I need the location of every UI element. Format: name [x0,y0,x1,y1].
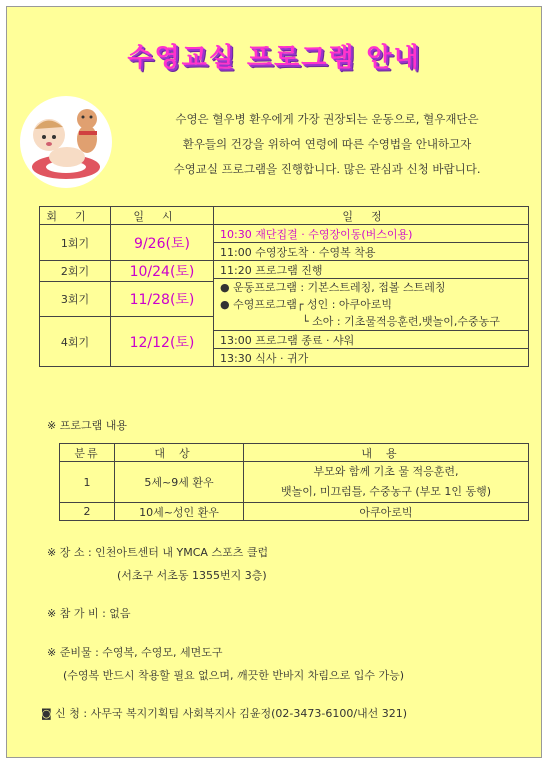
session-label: 4회기 [40,317,111,367]
baby-swimmer-illustration [17,87,115,191]
items-needed-label: ※ 준비물 : [47,646,99,659]
program-no: 2 [60,503,115,521]
schedule-program-cell [214,279,529,331]
place-value: 인천아트센터 내 YMCA 스포츠 클럽 [95,546,269,559]
schedule-item: 11:20 프로그램 진행 [214,261,529,279]
header-date: 일시 [111,207,214,225]
session-date: 11/28(토) [111,282,214,317]
intro-line: 수영은 혈우병 환우에게 가장 권장되는 운동으로, 혈우재단은 [175,112,479,126]
intro-line: 수영교실 프로그램을 진행합니다. 많은 관심과 신청 바랍니다. [173,162,481,176]
apply-value: 사무국 복지기획팀 사회복지사 김윤정(02-3473-6100/내선 321) [90,707,408,720]
fee-label: ※ 참 가 비 : [47,607,106,620]
intro-text [117,107,537,182]
session-date: 9/26(토) [111,225,214,261]
schedule-item: 11:00 수영장도착 · 수영복 착용 [214,243,529,261]
header-content: 내용 [244,444,529,462]
apply-info [41,705,407,721]
program-target: 5세~9세 환우 [115,462,244,503]
flyer-page [6,6,542,758]
items-needed-info [47,644,223,660]
session-date: 10/24(토) [111,261,214,282]
program-header-row [60,444,529,462]
program-content-line: 부모와 함께 기초 물 적응훈련, [313,465,459,478]
table-row [40,261,529,279]
place-address: (서초구 서초동 1355번지 3층) [117,569,267,582]
schedule-table [39,206,529,367]
session-label: 1회기 [40,225,111,261]
session-label: 2회기 [40,261,111,282]
header-category: 분류 [60,444,115,462]
items-needed-note: (수영복 반드시 착용할 필요 없으며, 깨끗한 반바지 차림으로 입수 가능) [63,669,405,682]
items-needed-value: 수영복, 수영모, 세면도구 [102,646,223,659]
table-row [40,225,529,243]
program-content: 아쿠아로빅 [244,503,529,521]
table-row [60,503,529,521]
fee-value: 없음 [109,607,131,620]
place-label: ※ 장 소 : [47,546,92,559]
schedule-item: ● 수영프로그램┌ 성인 : 아쿠아로빅 [220,298,393,311]
schedule-item: 13:30 식사 · 귀가 [214,349,529,367]
fee-info [47,605,131,621]
header-itinerary: 일정 [214,207,529,225]
place-info [47,544,268,560]
page-title: 수영교실 프로그램 안내 [127,43,421,73]
program-content [244,462,529,503]
schedule-header-row [40,207,529,225]
program-table [59,443,529,521]
intro-line: 환우들의 건강을 위하여 연령에 따른 수영법을 안내하고자 [182,137,472,151]
program-content-line: 뱃놀이, 미끄럼틀, 수중농구 (부모 1인 동행) [280,485,492,498]
program-section-label: ※ 프로그램 내용 [47,419,127,432]
table-row [60,462,529,503]
session-label: 3회기 [40,282,111,317]
program-target: 10세~성인 환우 [115,503,244,521]
session-date: 12/12(토) [111,317,214,367]
header-session: 회기 [40,207,111,225]
schedule-item: └ 소아 : 기초물적응훈련,뱃놀이,수중농구 [302,315,500,328]
schedule-item: 13:00 프로그램 종료 · 샤워 [214,331,529,349]
apply-label: ◙ 신 청 : [41,707,88,720]
schedule-item: 10:30 재단집결 · 수영장이동(버스이용) [214,225,529,243]
schedule-item: ● 운동프로그램 : 기본스트레칭, 접볼 스트레칭 [220,281,446,294]
header-target: 대상 [115,444,244,462]
program-no: 1 [60,462,115,503]
